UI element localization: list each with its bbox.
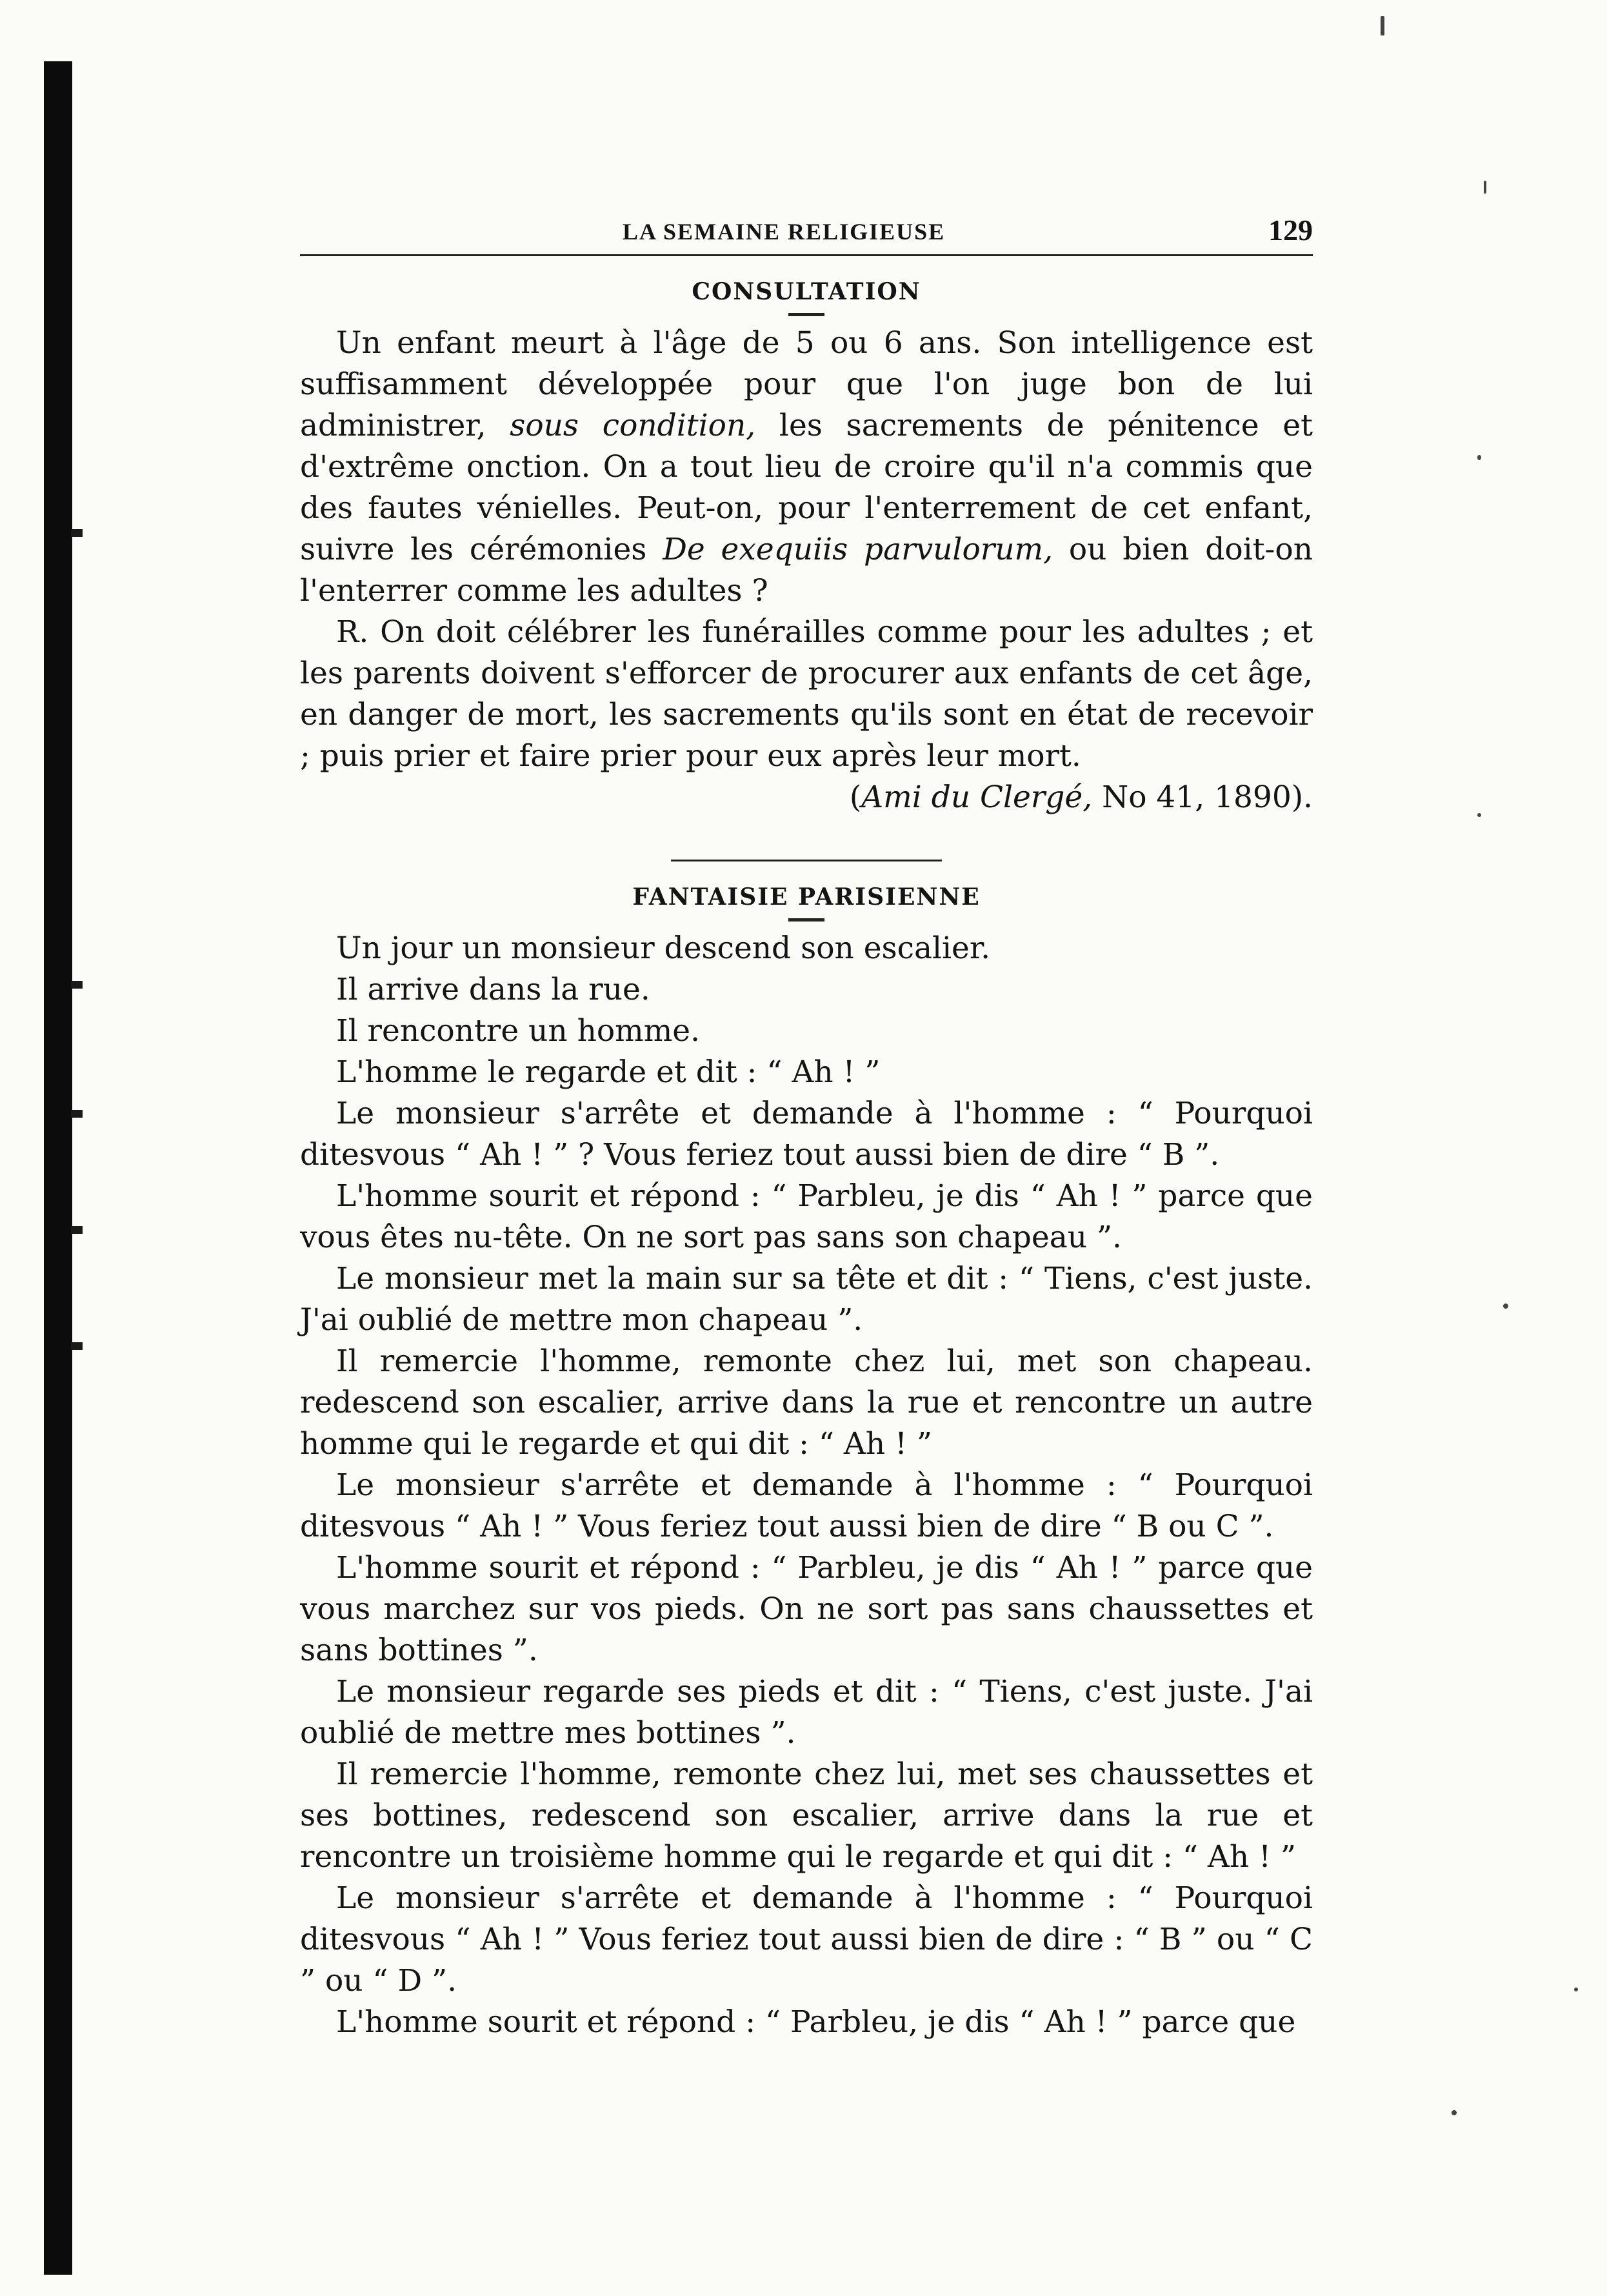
scan-speck — [1484, 181, 1486, 194]
binding-notch — [71, 981, 83, 989]
fantaisie-paragraph: L'homme sourit et répond : “ Parbleu, je dis “ Ah ! ” parce que vous êtes nu-tête. On ne sort pas sans son chapeau ”. — [300, 1178, 1313, 1255]
question-emphasis-1: sous condition, — [510, 408, 756, 443]
source-open: ( — [849, 780, 862, 815]
scan-speck — [1452, 2110, 1457, 2115]
fantaisie-paragraph: Un jour un monsieur descend son escalier. — [336, 931, 991, 966]
source-title: Ami du Clergé, — [861, 780, 1093, 815]
scan-speck — [1503, 1304, 1508, 1309]
book-binding-edge — [44, 61, 72, 2275]
fantaisie-paragraph: Il remercie l'homme, remonte chez lui, met ses chaussettes et ses bottines, redescend son escalier, arrive dans la rue et rencontre un troisième homme qui le regarde et qui dit : “ Ah ! ” — [300, 1757, 1313, 1875]
binding-notch — [71, 529, 83, 537]
source-reference: No 41, 1890). — [1092, 780, 1313, 815]
scan-speck — [1477, 455, 1481, 460]
question-text-2: les sacrements de pénitence et d'extrême onction. On a tout lieu de croire qu'il n'a commis que des fautes vénielles. Peut-on, pour l'enterrement de cet enfant, suivre les cérémonies — [300, 408, 1313, 567]
book-page — [300, 213, 1313, 2043]
fantaisie-paragraph: Il remercie l'homme, remonte chez lui, met son chapeau. redescend son escalier, arrive dans la rue et rencontre un autre homme qui le regarde et qui dit : “ Ah ! ” — [300, 1344, 1313, 1462]
title-dash — [788, 918, 824, 921]
question-emphasis-2: De exequiis parvulorum, — [663, 532, 1053, 567]
fantaisie-paragraph: L'homme sourit et répond : “ Parbleu, je dis “ Ah ! ” parce que vous marchez sur vos pieds. On ne sort pas sans chaussettes et sans bottines ”. — [300, 1550, 1313, 1668]
consultation-body — [300, 323, 1313, 818]
fantaisie-paragraph: Le monsieur s'arrête et demande à l'homme : “ Pourquoi ditesvous “ Ah ! ” ? Vous feriez tout aussi bien de dire “ B ”. — [300, 1096, 1313, 1173]
fantaisie-paragraph: L'homme le regarde et dit : “ Ah ! ” — [336, 1054, 881, 1090]
consultation-answer: R. On doit célébrer les funérailles comme pour les adultes ; et les parents doivent s'efforcer de procurer aux enfants de cet âge, en danger de mort, les sacrements qu'ils sont en état de recevoir ; puis prier et faire prier pour eux après leur mort. — [300, 614, 1313, 774]
consultation-question — [300, 323, 1313, 612]
fantaisie-paragraph: Le monsieur regarde ses pieds et dit : “ Tiens, c'est juste. J'ai oublié de mettre mes bottines ”. — [300, 1674, 1313, 1751]
binding-notch — [71, 1110, 83, 1118]
title-dash — [788, 313, 824, 316]
fantaisie-paragraph: Il arrive dans la rue. — [336, 972, 650, 1007]
fantaisie-paragraph: L'homme sourit et répond : “ Parbleu, je dis “ Ah ! ” parce que — [336, 2004, 1296, 2040]
question-text-3: ou bien doit-on l'enterrer comme les adultes ? — [300, 532, 1313, 609]
fantaisie-paragraph: Le monsieur met la main sur sa tête et dit : “ Tiens, c'est juste. J'ai oublié de mettre mon chapeau ”. — [300, 1261, 1313, 1338]
binding-notch — [71, 1226, 83, 1234]
running-header — [300, 213, 1313, 252]
running-title: LA SEMAINE RELIGIEUSE — [623, 219, 946, 245]
binding-notch — [71, 1342, 83, 1350]
scan-speck — [1381, 16, 1384, 35]
page-number: 129 — [1268, 214, 1313, 247]
question-text-1: Un enfant meurt à l'âge de 5 ou 6 ans. Son intelligence est suffisamment développée pour que l'on juge bon de lui administrer, — [300, 325, 1313, 443]
section-title-consultation: CONSULTATION — [692, 278, 921, 305]
section-divider — [671, 860, 942, 861]
scan-speck — [1574, 1988, 1578, 1991]
scan-speck — [1477, 813, 1481, 817]
fantaisie-paragraph: Il rencontre un homme. — [336, 1013, 701, 1049]
fantaisie-paragraph: Le monsieur s'arrête et demande à l'homme : “ Pourquoi ditesvous “ Ah ! ” Vous feriez tout aussi bien de dire : “ B ” ou “ C ” ou “ D ”. — [300, 1880, 1313, 1999]
header-rule — [300, 254, 1313, 256]
fantaisie-body — [300, 928, 1313, 2043]
fantaisie-paragraph: Le monsieur s'arrête et demande à l'homme : “ Pourquoi ditesvous “ Ah ! ” Vous feriez tout aussi bien de dire “ B ou C ”. — [300, 1467, 1313, 1544]
section-title-fantaisie: FANTAISIE PARISIENNE — [632, 883, 981, 911]
consultation-source — [300, 777, 1313, 818]
